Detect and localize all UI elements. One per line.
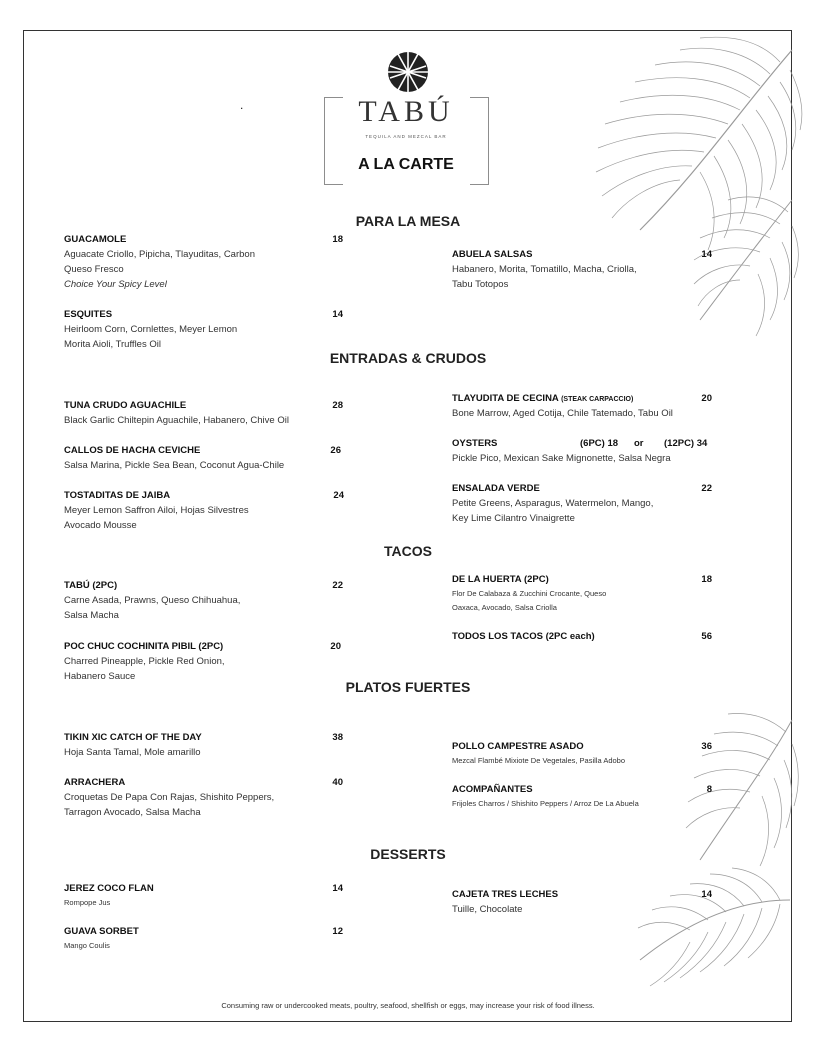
item-desc: Croquetas De Papa Con Rajas, Shishito Peppers,: [64, 792, 275, 803]
item-desc: Aguacate Criollo, Pipicha, Tlayuditas, Carbon: [64, 249, 255, 260]
item-price: 14: [332, 883, 343, 894]
item-desc: Oaxaca, Avocado, Salsa Criolla: [452, 603, 557, 612]
item-desc: Salsa Macha: [64, 610, 119, 621]
page-title: A LA CARTE: [358, 156, 454, 173]
item-price: 14: [701, 889, 712, 900]
item-name: ESQUITES: [64, 309, 113, 320]
item-desc: Habanero, Morita, Tomatillo, Macha, Criolla,: [452, 264, 637, 275]
item-desc: Flor De Calabaza & Zucchini Crocante, Queso: [452, 589, 607, 598]
item-desc: Morita Aioli, Truffles Oil: [64, 339, 161, 350]
item-desc: Mezcal Flambé Mixiote De Vegetales, Pasilla Adobo: [452, 756, 626, 765]
item-price: 36: [701, 741, 712, 752]
item-desc: Hoja Santa Tamal, Mole amarillo: [64, 747, 201, 758]
item-desc: Carne Asada, Prawns, Queso Chihuahua,: [64, 595, 241, 606]
item-name: TODOS LOS TACOS (2PC each): [452, 631, 595, 642]
item-price: 56: [701, 631, 712, 642]
item-desc: Rompope Jus: [64, 898, 111, 907]
item-desc: Frijoles Charros / Shishito Peppers / Arroz De La Abuela: [452, 799, 639, 808]
item-name: ABUELA SALSAS: [452, 249, 533, 260]
item-note: Choice Your Spicy Level: [64, 279, 167, 290]
section-entradas-crudos: ENTRADAS & CRUDOS: [329, 350, 487, 366]
item-size-12pc: (12PC) 34: [664, 438, 708, 449]
item-price: 18: [701, 574, 712, 585]
item-desc: Pickle Pico, Mexican Sake Mignonette, Salsa Negra: [452, 453, 671, 464]
brand-logo-text: TABÚ: [358, 95, 454, 128]
item-name: ENSALADA VERDE: [452, 483, 540, 494]
item-desc: Salsa Marina, Pickle Sea Bean, Coconut Agua-Chile: [64, 460, 285, 471]
item-name-main: TLAYUDITA DE CECINA: [452, 393, 559, 404]
item-name: ARRACHERA: [64, 777, 126, 788]
item-name: OYSTERS: [452, 438, 498, 449]
item-name: TABÚ (2PC): [64, 580, 118, 591]
item-name: [452, 393, 633, 404]
page-border: [23, 30, 792, 1022]
item-desc: Tabu Totopos: [452, 279, 509, 290]
item-name: TUNA CRUDO AGUACHILE: [64, 400, 187, 411]
item-price: 40: [332, 777, 343, 788]
item-name: POLLO CAMPESTRE ASADO: [452, 741, 584, 752]
section-tacos: TACOS: [384, 543, 432, 559]
item-desc: Black Garlic Chiltepin Aguachile, Habanero, Chive Oil: [64, 415, 289, 426]
item-name-sub: (STEAK CARPACCIO): [561, 396, 634, 403]
item-price: 20: [330, 641, 341, 652]
section-para-la-mesa: PARA LA MESA: [355, 213, 461, 229]
item-price: 24: [333, 490, 344, 501]
item-price: 20: [701, 393, 712, 404]
item-desc: Queso Fresco: [64, 264, 124, 275]
item-name: GUAVA SORBET: [64, 926, 139, 937]
item-name: DE LA HUERTA (2PC): [452, 574, 549, 585]
item-name: CALLOS DE HACHA CEVICHE: [64, 445, 201, 456]
item-name: JEREZ COCO FLAN: [64, 883, 154, 894]
item-name: CAJETA TRES LECHES: [452, 889, 559, 900]
item-size-6pc: (6PC) 18: [580, 438, 619, 449]
item-price: 12: [332, 926, 343, 937]
item-desc: Tuille, Chocolate: [452, 904, 523, 915]
item-desc: Heirloom Corn, Cornlettes, Meyer Lemon: [64, 324, 238, 335]
section-desserts: DESSERTS: [370, 846, 446, 862]
item-desc: Meyer Lemon Saffron Ailoi, Hojas Silvestres: [64, 505, 249, 516]
item-desc: Habanero Sauce: [64, 671, 136, 682]
item-name: POC CHUC COCHINITA PIBIL (2PC): [64, 641, 224, 652]
item-desc: Avocado Mousse: [64, 520, 137, 531]
item-desc: Charred Pineapple, Pickle Red Onion,: [64, 656, 225, 667]
item-price: 14: [701, 249, 712, 260]
pinecone-logo-icon: [386, 50, 430, 94]
item-size-or: or: [634, 438, 644, 449]
item-price: 8: [706, 784, 712, 795]
section-platos-fuertes: PLATOS FUERTES: [345, 679, 471, 695]
item-desc: Tarragon Avocado, Salsa Macha: [64, 807, 201, 818]
item-price: 22: [332, 580, 343, 591]
item-name: TIKIN XIC CATCH OF THE DAY: [64, 732, 202, 743]
item-price: 18: [332, 234, 343, 245]
item-price: 14: [332, 309, 343, 320]
item-price: 22: [701, 483, 712, 494]
item-name: GUACAMOLE: [64, 234, 127, 245]
item-desc: Bone Marrow, Aged Cotija, Chile Tatemado, Tabu Oil: [452, 408, 673, 419]
brand-tagline: TEQUILA AND MEZCAL BAR: [365, 134, 447, 139]
item-desc: Key Lime Cilantro Vinaigrette: [452, 513, 575, 524]
item-name: TOSTADITAS DE JAIBA: [64, 490, 171, 501]
item-price: 28: [332, 400, 343, 411]
footer-disclaimer: Consuming raw or undercooked meats, poultry, seafood, shellfish or eggs, may increase your risk of food illness.: [221, 1001, 595, 1010]
item-name: ACOMPAÑANTES: [452, 784, 533, 795]
item-price: 26: [330, 445, 341, 456]
logo-frame-right: [470, 97, 489, 185]
item-price: 38: [332, 732, 343, 743]
stray-dot: .: [240, 98, 244, 112]
item-desc: Mango Coulis: [64, 941, 110, 950]
item-desc: Petite Greens, Asparagus, Watermelon, Mango,: [452, 498, 654, 509]
